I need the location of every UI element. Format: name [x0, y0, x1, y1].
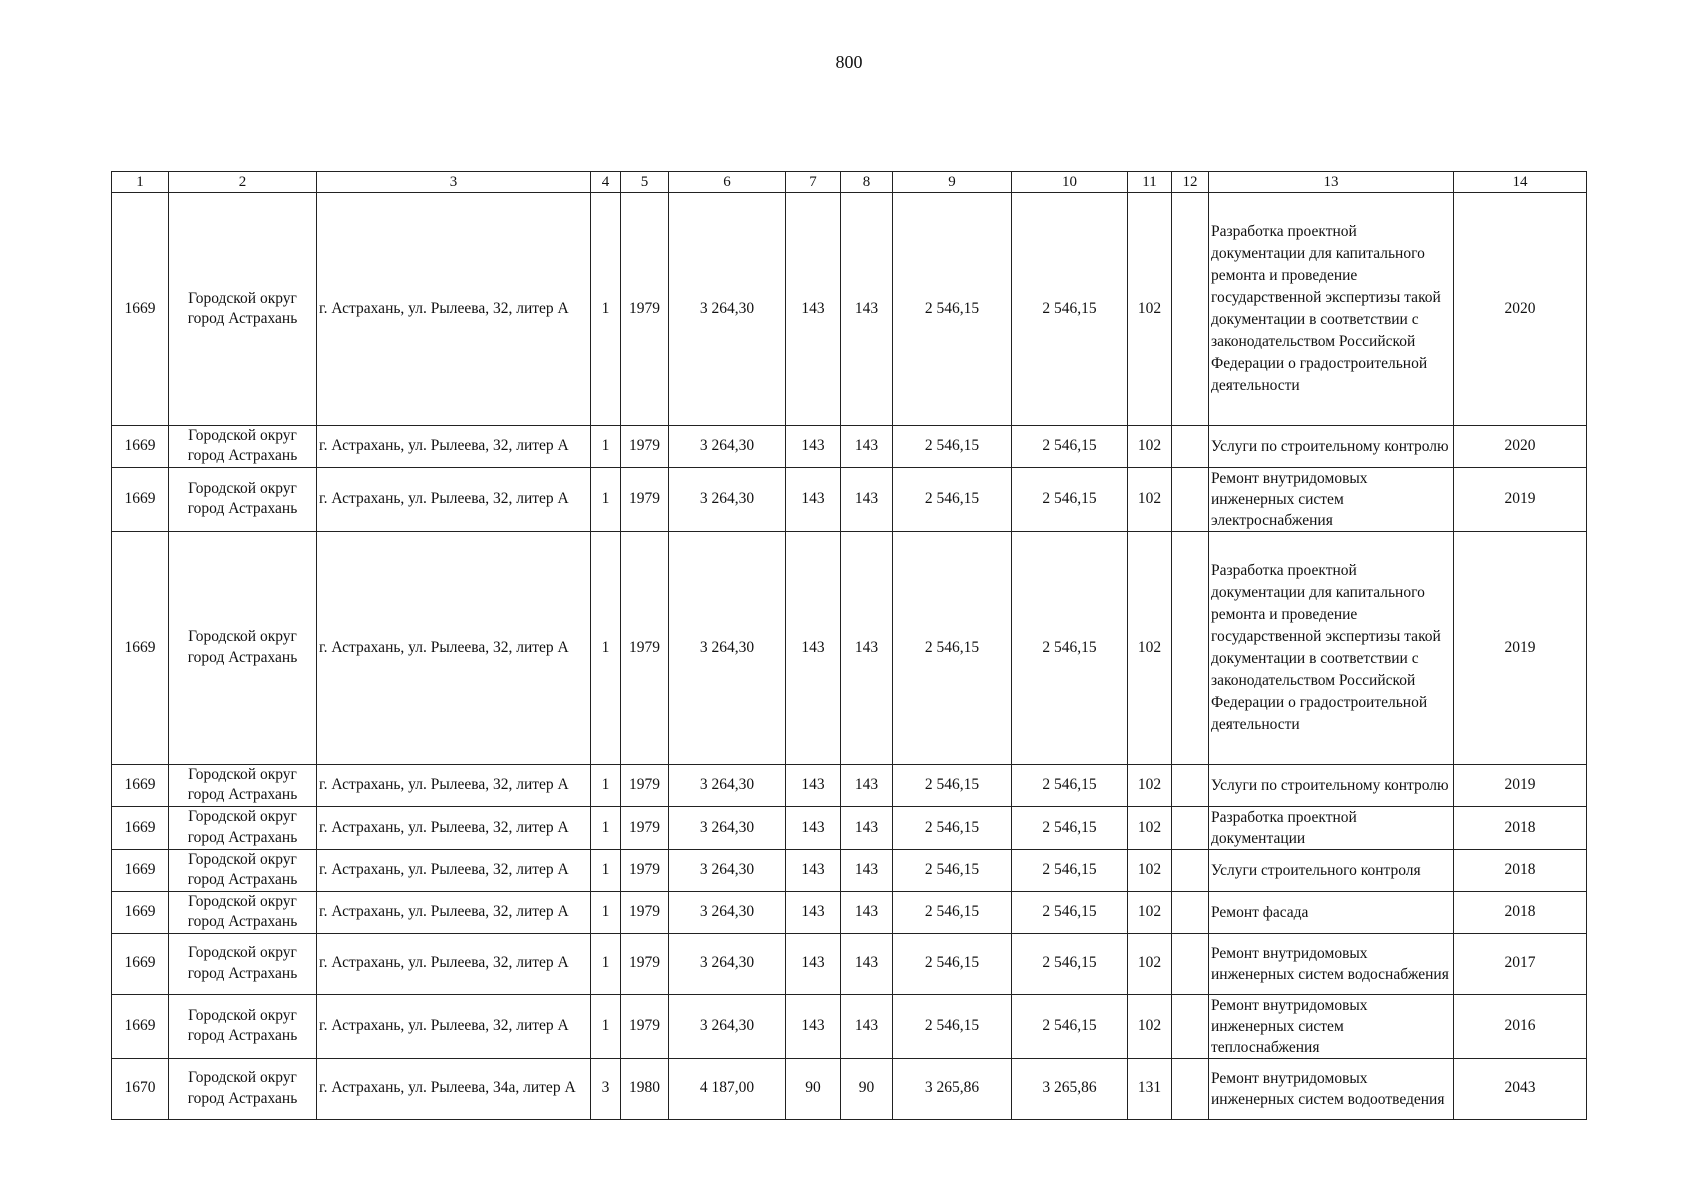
plan-year-cell: 2020: [1454, 193, 1587, 426]
column-header-3: 3: [317, 172, 591, 193]
area9-cell: 2 546,15: [893, 933, 1012, 994]
address-cell: г. Астрахань, ул. Рылеева, 32, литер А: [317, 891, 591, 933]
area9-cell: 2 546,15: [893, 994, 1012, 1058]
column-header-1: 1: [112, 172, 169, 193]
total-area-cell: 3 264,30: [669, 849, 786, 891]
build-year-cell: 1979: [621, 891, 669, 933]
col8-cell: 143: [841, 764, 893, 806]
work-type-cell: Услуги строительного контроля: [1209, 849, 1454, 891]
table-row: [112, 994, 1587, 1058]
area10-cell: 2 546,15: [1012, 994, 1128, 1058]
col7-cell: 143: [786, 531, 841, 764]
build-year-cell: 1979: [621, 531, 669, 764]
area10-cell: 3 265,86: [1012, 1058, 1128, 1119]
area10-cell: 2 546,15: [1012, 426, 1128, 468]
total-area-cell: 3 264,30: [669, 193, 786, 426]
col8-cell: 143: [841, 994, 893, 1058]
area10-cell: 2 546,15: [1012, 531, 1128, 764]
work-type-cell: Ремонт внутридомовых инженерных систем теплоснабжения: [1209, 994, 1454, 1058]
address-cell: г. Астрахань, ул. Рылеева, 32, литер А: [317, 764, 591, 806]
col12-cell: [1172, 467, 1209, 531]
table-body: [112, 193, 1587, 1120]
area10-cell: 2 546,15: [1012, 467, 1128, 531]
col4-cell: 1: [591, 764, 621, 806]
build-year-cell: 1979: [621, 193, 669, 426]
area9-cell: 2 546,15: [893, 193, 1012, 426]
work-type-cell: Разработка проектной документации для капитального ремонта и проведение государственной экспертизы такой документации в соответствии с законодательством Российской Федерации о градостроительной деятельности: [1209, 531, 1454, 764]
address-cell: г. Астрахань, ул. Рылеева, 34а, литер А: [317, 1058, 591, 1119]
build-year-cell: 1979: [621, 806, 669, 849]
col8-cell: 143: [841, 467, 893, 531]
page-number: 800: [835, 52, 863, 72]
build-year-cell: 1980: [621, 1058, 669, 1119]
column-header-5: 5: [621, 172, 669, 193]
work-type-cell: Ремонт внутридомовых инженерных систем электроснабжения: [1209, 467, 1454, 531]
plan-year-cell: 2019: [1454, 764, 1587, 806]
build-year-cell: 1979: [621, 994, 669, 1058]
col8-cell: 143: [841, 806, 893, 849]
col4-cell: 1: [591, 806, 621, 849]
row-number: 1669: [112, 994, 169, 1058]
district-cell: Городской округ город Астрахань: [169, 849, 317, 891]
address-cell: г. Астрахань, ул. Рылеева, 32, литер А: [317, 849, 591, 891]
area9-cell: 2 546,15: [893, 849, 1012, 891]
total-area-cell: 3 264,30: [669, 467, 786, 531]
address-cell: г. Астрахань, ул. Рылеева, 32, литер А: [317, 426, 591, 468]
district-cell: Городской округ город Астрахань: [169, 467, 317, 531]
column-header-12: 12: [1172, 172, 1209, 193]
col12-cell: [1172, 1058, 1209, 1119]
table-row: [112, 891, 1587, 933]
table-row: [112, 933, 1587, 994]
col11-cell: 102: [1128, 806, 1172, 849]
col12-cell: [1172, 994, 1209, 1058]
row-number: 1669: [112, 467, 169, 531]
area9-cell: 2 546,15: [893, 891, 1012, 933]
area10-cell: 2 546,15: [1012, 806, 1128, 849]
col4-cell: 1: [591, 891, 621, 933]
col4-cell: 1: [591, 531, 621, 764]
address-cell: г. Астрахань, ул. Рылеева, 32, литер А: [317, 193, 591, 426]
area10-cell: 2 546,15: [1012, 764, 1128, 806]
col4-cell: 1: [591, 426, 621, 468]
col4-cell: 3: [591, 1058, 621, 1119]
col7-cell: 143: [786, 933, 841, 994]
col12-cell: [1172, 426, 1209, 468]
address-cell: г. Астрахань, ул. Рылеева, 32, литер А: [317, 806, 591, 849]
table-row: [112, 426, 1587, 468]
registry-table: [111, 171, 1587, 1120]
plan-year-cell: 2018: [1454, 806, 1587, 849]
col11-cell: 102: [1128, 849, 1172, 891]
col12-cell: [1172, 764, 1209, 806]
row-number: 1669: [112, 531, 169, 764]
plan-year-cell: 2019: [1454, 467, 1587, 531]
total-area-cell: 3 264,30: [669, 806, 786, 849]
row-number: 1670: [112, 1058, 169, 1119]
plan-year-cell: 2018: [1454, 849, 1587, 891]
address-cell: г. Астрахань, ул. Рылеева, 32, литер А: [317, 531, 591, 764]
col11-cell: 102: [1128, 531, 1172, 764]
col11-cell: 102: [1128, 467, 1172, 531]
work-type-cell: Услуги по строительному контролю: [1209, 426, 1454, 468]
col7-cell: 143: [786, 994, 841, 1058]
build-year-cell: 1979: [621, 849, 669, 891]
col7-cell: 143: [786, 426, 841, 468]
row-number: 1669: [112, 806, 169, 849]
col7-cell: 143: [786, 849, 841, 891]
area10-cell: 2 546,15: [1012, 891, 1128, 933]
address-cell: г. Астрахань, ул. Рылеева, 32, литер А: [317, 933, 591, 994]
column-header-9: 9: [893, 172, 1012, 193]
district-cell: Городской округ город Астрахань: [169, 193, 317, 426]
col7-cell: 143: [786, 764, 841, 806]
col11-cell: 102: [1128, 891, 1172, 933]
row-number: 1669: [112, 891, 169, 933]
area9-cell: 2 546,15: [893, 806, 1012, 849]
col11-cell: 131: [1128, 1058, 1172, 1119]
district-cell: Городской округ город Астрахань: [169, 994, 317, 1058]
column-header-4: 4: [591, 172, 621, 193]
col4-cell: 1: [591, 849, 621, 891]
area9-cell: 2 546,15: [893, 764, 1012, 806]
build-year-cell: 1979: [621, 426, 669, 468]
col8-cell: 143: [841, 193, 893, 426]
col7-cell: 143: [786, 467, 841, 531]
district-cell: Городской округ город Астрахань: [169, 531, 317, 764]
col11-cell: 102: [1128, 933, 1172, 994]
col12-cell: [1172, 849, 1209, 891]
plan-year-cell: 2016: [1454, 994, 1587, 1058]
table-row: [112, 193, 1587, 426]
table-row: [112, 467, 1587, 531]
col8-cell: 143: [841, 849, 893, 891]
area10-cell: 2 546,15: [1012, 849, 1128, 891]
plan-year-cell: 2020: [1454, 426, 1587, 468]
col12-cell: [1172, 806, 1209, 849]
col8-cell: 90: [841, 1058, 893, 1119]
address-cell: г. Астрахань, ул. Рылеева, 32, литер А: [317, 467, 591, 531]
work-type-cell: Ремонт фасада: [1209, 891, 1454, 933]
col4-cell: 1: [591, 193, 621, 426]
plan-year-cell: 2019: [1454, 531, 1587, 764]
area10-cell: 2 546,15: [1012, 193, 1128, 426]
total-area-cell: 3 264,30: [669, 891, 786, 933]
col8-cell: 143: [841, 933, 893, 994]
district-cell: Городской округ город Астрахань: [169, 891, 317, 933]
row-number: 1669: [112, 933, 169, 994]
table-row: [112, 1058, 1587, 1119]
district-cell: Городской округ город Астрахань: [169, 426, 317, 468]
plan-year-cell: 2017: [1454, 933, 1587, 994]
work-type-cell: Разработка проектной документации: [1209, 806, 1454, 849]
column-header-10: 10: [1012, 172, 1128, 193]
address-cell: г. Астрахань, ул. Рылеева, 32, литер А: [317, 994, 591, 1058]
total-area-cell: 3 264,30: [669, 994, 786, 1058]
district-cell: Городской округ город Астрахань: [169, 764, 317, 806]
col4-cell: 1: [591, 994, 621, 1058]
col8-cell: 143: [841, 531, 893, 764]
col7-cell: 143: [786, 891, 841, 933]
column-header-7: 7: [786, 172, 841, 193]
plan-year-cell: 2018: [1454, 891, 1587, 933]
table-row: [112, 806, 1587, 849]
district-cell: Городской округ город Астрахань: [169, 806, 317, 849]
area9-cell: 2 546,15: [893, 426, 1012, 468]
total-area-cell: 3 264,30: [669, 764, 786, 806]
col11-cell: 102: [1128, 994, 1172, 1058]
area9-cell: 2 546,15: [893, 467, 1012, 531]
build-year-cell: 1979: [621, 467, 669, 531]
table-row: [112, 849, 1587, 891]
total-area-cell: 4 187,00: [669, 1058, 786, 1119]
column-header-6: 6: [669, 172, 786, 193]
column-header-11: 11: [1128, 172, 1172, 193]
area9-cell: 2 546,15: [893, 531, 1012, 764]
column-header-8: 8: [841, 172, 893, 193]
col8-cell: 143: [841, 891, 893, 933]
table-row: [112, 531, 1587, 764]
row-number: 1669: [112, 849, 169, 891]
col7-cell: 143: [786, 806, 841, 849]
col11-cell: 102: [1128, 426, 1172, 468]
col11-cell: 102: [1128, 764, 1172, 806]
column-header-13: 13: [1209, 172, 1454, 193]
col12-cell: [1172, 933, 1209, 994]
work-type-cell: Ремонт внутридомовых инженерных систем водоснабжения: [1209, 933, 1454, 994]
total-area-cell: 3 264,30: [669, 933, 786, 994]
row-number: 1669: [112, 193, 169, 426]
col12-cell: [1172, 193, 1209, 426]
col7-cell: 143: [786, 193, 841, 426]
col8-cell: 143: [841, 426, 893, 468]
work-type-cell: Ремонт внутридомовых инженерных систем водоотведения: [1209, 1058, 1454, 1119]
col12-cell: [1172, 531, 1209, 764]
row-number: 1669: [112, 426, 169, 468]
column-header-2: 2: [169, 172, 317, 193]
area10-cell: 2 546,15: [1012, 933, 1128, 994]
col4-cell: 1: [591, 933, 621, 994]
col11-cell: 102: [1128, 193, 1172, 426]
header-row: [112, 172, 1587, 193]
build-year-cell: 1979: [621, 764, 669, 806]
area9-cell: 3 265,86: [893, 1058, 1012, 1119]
total-area-cell: 3 264,30: [669, 426, 786, 468]
district-cell: Городской округ город Астрахань: [169, 933, 317, 994]
row-number: 1669: [112, 764, 169, 806]
col7-cell: 90: [786, 1058, 841, 1119]
plan-year-cell: 2043: [1454, 1058, 1587, 1119]
col12-cell: [1172, 891, 1209, 933]
work-type-cell: Разработка проектной документации для капитального ремонта и проведение государственной экспертизы такой документации в соответствии с законодательством Российской Федерации о градостроительной деятельности: [1209, 193, 1454, 426]
build-year-cell: 1979: [621, 933, 669, 994]
district-cell: Городской округ город Астрахань: [169, 1058, 317, 1119]
col4-cell: 1: [591, 467, 621, 531]
table-row: [112, 764, 1587, 806]
column-header-14: 14: [1454, 172, 1587, 193]
total-area-cell: 3 264,30: [669, 531, 786, 764]
work-type-cell: Услуги по строительному контролю: [1209, 764, 1454, 806]
